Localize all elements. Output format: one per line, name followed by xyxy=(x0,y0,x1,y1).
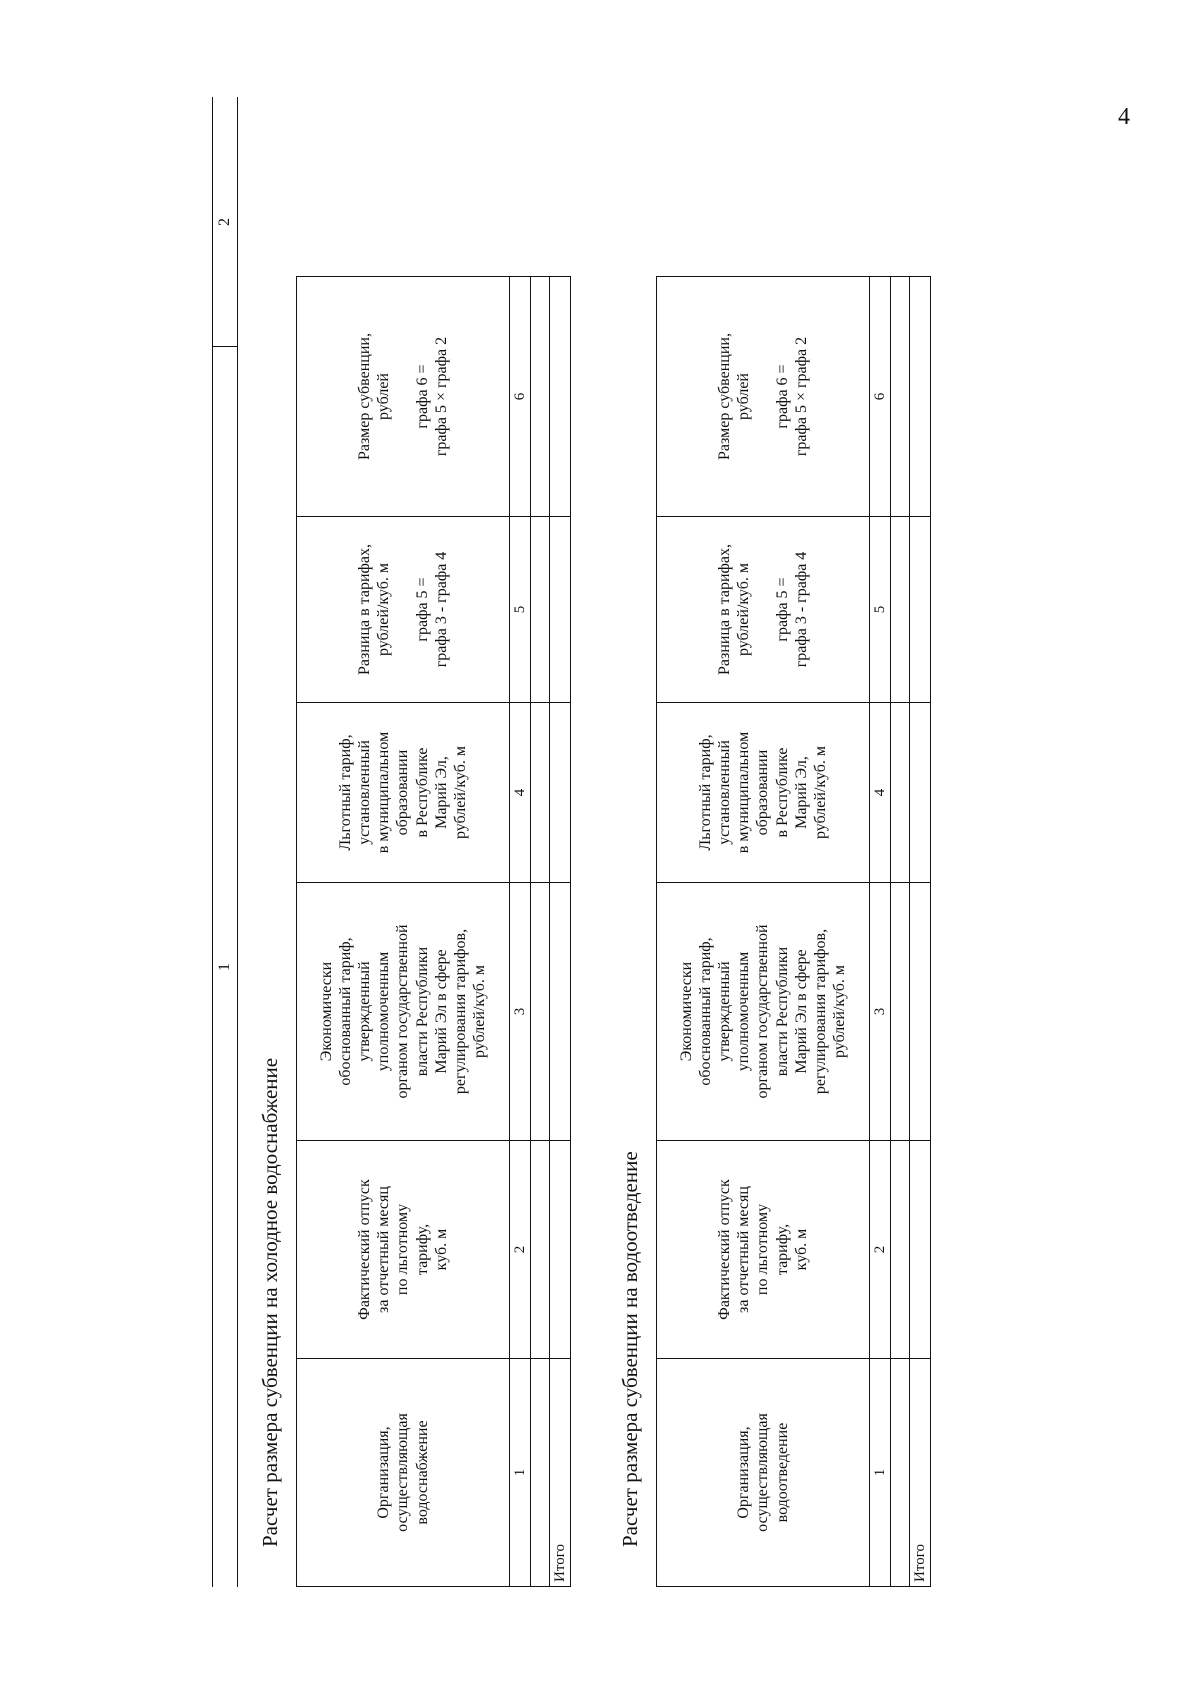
subsidy-table-wastewater xyxy=(656,276,931,1587)
header-actual-volume: Фактический отпуск за отчетный месяц по льготному тарифу, куб. м xyxy=(657,1141,870,1359)
column-number-row xyxy=(510,277,531,1587)
page-number: 4 xyxy=(1118,104,1130,130)
table-cell xyxy=(531,1141,550,1359)
total-row xyxy=(550,277,571,1587)
table-cell xyxy=(891,703,910,883)
table-cell xyxy=(910,277,931,517)
subsidy-table-cold-water xyxy=(296,276,571,1587)
table-cell xyxy=(891,883,910,1141)
table-cell xyxy=(550,883,571,1141)
header-tariff-difference: Разница в тарифах, рублей/куб. м графа 5 = графа 3 - графа 4 xyxy=(657,517,870,703)
header-actual-volume: Фактический отпуск за отчетный месяц по льготному тарифу, куб. м xyxy=(297,1141,510,1359)
column-number: 3 xyxy=(510,883,531,1141)
strip-cell-1: 1 xyxy=(213,346,237,1587)
table-cell xyxy=(531,517,550,703)
header-organization: Организация, осуществляющая водоснабжение xyxy=(297,1359,510,1587)
table-title-wastewater: Расчет размера субвенции на водоотведение xyxy=(618,1151,642,1547)
column-number: 2 xyxy=(870,1141,891,1359)
table-cell xyxy=(910,517,931,703)
header-tariff-difference: Разница в тарифах, рублей/куб. м графа 5 = графа 3 - графа 4 xyxy=(297,517,510,703)
table-cell xyxy=(550,703,571,883)
table-cell xyxy=(531,703,550,883)
empty-row xyxy=(531,277,550,1587)
table-cell xyxy=(891,517,910,703)
table-cell xyxy=(531,1359,550,1587)
total-label: Итого xyxy=(550,1359,571,1587)
table-cell xyxy=(910,883,931,1141)
header-subsidy-amount: Размер субвенции, рублей графа 6 = графа 5 × графа 2 xyxy=(657,277,870,517)
column-number: 2 xyxy=(510,1141,531,1359)
table-cell xyxy=(550,517,571,703)
total-row xyxy=(910,277,931,1587)
empty-row xyxy=(891,277,910,1587)
header-organization: Организация, осуществляющая водоотведение xyxy=(657,1359,870,1587)
column-number: 5 xyxy=(510,517,531,703)
column-number: 1 xyxy=(510,1359,531,1587)
column-number: 5 xyxy=(870,517,891,703)
table-cell xyxy=(910,703,931,883)
column-number: 4 xyxy=(510,703,531,883)
table-cell xyxy=(531,277,550,517)
column-number: 6 xyxy=(870,277,891,517)
table-cell xyxy=(550,277,571,517)
column-number: 3 xyxy=(870,883,891,1141)
header-row xyxy=(297,277,510,1587)
column-number: 6 xyxy=(510,277,531,517)
column-number: 4 xyxy=(870,703,891,883)
header-subsidy-amount: Размер субвенции, рублей графа 6 = графа 5 × графа 2 xyxy=(297,277,510,517)
strip-cell-2: 2 xyxy=(216,218,233,226)
column-number-row xyxy=(870,277,891,1587)
table-cell xyxy=(550,1141,571,1359)
total-label: Итого xyxy=(910,1359,931,1587)
table-cell xyxy=(891,277,910,517)
header-economic-tariff: Экономически обоснованный тариф, утвержденный уполномоченным органом государственной власти Республики Марий Эл в сфере регулирования тарифов, рублей/куб. м xyxy=(297,883,510,1141)
column-number-strip xyxy=(212,97,238,1587)
header-preferential-tariff: Льготный тариф, установленный в муниципальном образовании в Республике Марий Эл, рублей/куб. м xyxy=(657,703,870,883)
table-cell xyxy=(910,1141,931,1359)
table-cell xyxy=(891,1141,910,1359)
table-cell xyxy=(531,883,550,1141)
table-cell xyxy=(891,1359,910,1587)
column-number: 1 xyxy=(870,1359,891,1587)
header-row xyxy=(657,277,870,1587)
header-preferential-tariff: Льготный тариф, установленный в муниципальном образовании в Республике Марий Эл, рублей/куб. м xyxy=(297,703,510,883)
header-economic-tariff: Экономически обоснованный тариф, утвержденный уполномоченным органом государственной власти Республики Марий Эл в сфере регулирования тарифов, рублей/куб. м xyxy=(657,883,870,1141)
table-title-cold-water: Расчет размера субвенции на холодное водоснабжение xyxy=(258,1057,282,1547)
